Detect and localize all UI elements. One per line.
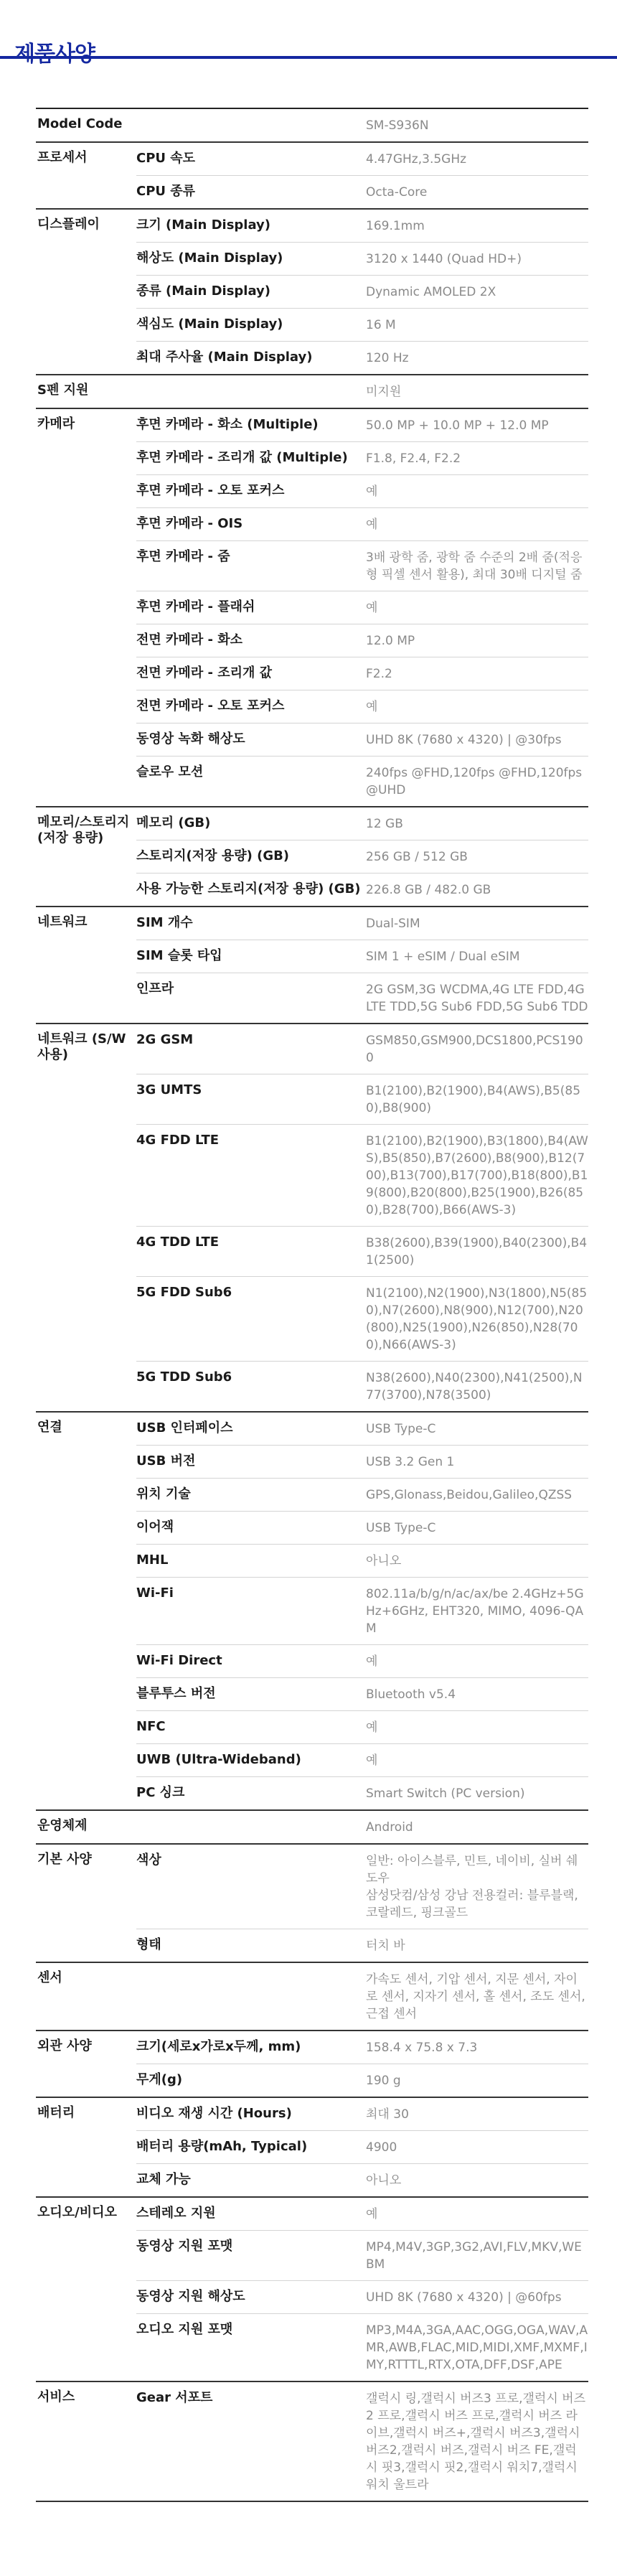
spec-row-label: 스토리지(저장 용량) (GB)	[136, 848, 290, 863]
spec-row	[136, 342, 588, 374]
spec-row	[136, 541, 588, 591]
spec-row-label: USB 인터페이스	[136, 1420, 233, 1435]
spec-row	[136, 375, 588, 408]
spec-group-label: 메모리/스토리지(저장 용량)	[37, 815, 130, 846]
spec-row-value	[366, 1578, 588, 1644]
spec-row-label: 형태	[136, 1937, 161, 1952]
spec-group-label: 기본 사양	[37, 1852, 92, 1867]
spec-row-label: MHL	[136, 1552, 169, 1568]
spec-row-label: 후면 카메라 - OIS	[136, 516, 243, 531]
spec-value-text: SIM 1 + eSIM / Dual eSIM	[366, 950, 520, 964]
spec-row	[136, 1811, 588, 1843]
spec-row	[136, 2098, 588, 2131]
spec-row-value	[366, 1929, 588, 1962]
spec-row	[136, 276, 588, 309]
spec-row-value	[366, 1512, 588, 1544]
spec-row-label: 최대 주사율 (Main Display)	[136, 350, 313, 365]
spec-row-value	[366, 2314, 588, 2381]
spec-value-text: B38(2600),B39(1900),B40(2300),B41(2500)	[366, 1236, 588, 1268]
spec-row-label: Wi-Fi Direct	[136, 1653, 222, 1668]
spec-group-rows	[136, 2031, 588, 2097]
spec-row-value	[366, 442, 588, 474]
spec-row	[136, 757, 588, 806]
spec-row-value	[366, 723, 588, 756]
spec-value-text: N38(2600),N40(2300),N41(2500),N77(3700),N78(3500)	[366, 1371, 583, 1402]
spec-row-value	[366, 1125, 588, 1226]
spec-row	[136, 807, 588, 840]
spec-value-text: 예	[366, 1720, 378, 1735]
spec-row-value	[366, 1545, 588, 1577]
spec-row-label: SIM 개수	[136, 915, 193, 930]
spec-row-label: 5G FDD Sub6	[136, 1285, 232, 1300]
spec-value-text: 120 Hz	[366, 351, 409, 365]
spec-row-label: 3G UMTS	[136, 1082, 202, 1097]
spec-row	[136, 1277, 588, 1362]
spec-row	[136, 1446, 588, 1479]
spec-row-value	[366, 508, 588, 540]
spec-value-text: 4900	[366, 2140, 397, 2155]
spec-group	[36, 2031, 588, 2098]
spec-row-value	[366, 1811, 588, 1843]
spec-row-label: 5G TDD Sub6	[136, 1369, 232, 1385]
spec-row	[136, 1512, 588, 1545]
spec-group-label: 배터리	[37, 2105, 75, 2120]
spec-row	[136, 1645, 588, 1678]
spec-row-label: USB 버전	[136, 1453, 196, 1469]
spec-row-label: 슬로우 모션	[136, 764, 204, 779]
spec-row-value	[366, 973, 588, 1023]
spec-row	[136, 243, 588, 276]
spec-value-text: N1(2100),N2(1900),N3(1800),N5(850),N7(2600),N8(900),N12(700),N20(800),N25(1900),N26(850),N28(700),N66(AWS-3)	[366, 1286, 588, 1352]
spec-row-value	[366, 2098, 588, 2130]
spec-row	[136, 973, 588, 1023]
spec-value-text: 터치 바	[366, 1939, 405, 1953]
spec-row	[136, 907, 588, 940]
spec-row	[136, 2382, 588, 2501]
spec-row-value	[366, 840, 588, 873]
spec-row-value	[366, 1362, 588, 1411]
spec-value-text: 최대 30	[366, 2107, 409, 2122]
spec-group	[36, 907, 588, 1024]
spec-group	[36, 1845, 588, 1963]
spec-row	[136, 1024, 588, 1074]
spec-group	[36, 1963, 588, 2031]
spec-value-text: 50.0 MP + 10.0 MP + 12.0 MP	[366, 418, 549, 433]
spec-row	[136, 1362, 588, 1411]
spec-row-label: 후면 카메라 - 오토 포커스	[136, 483, 285, 498]
spec-value-text: 가속도 센서, 기압 센서, 지문 센서, 자이로 센서, 지자기 센서, 홀 센서, 조도 센서, 근접 센서	[366, 1972, 585, 2021]
spec-row-value	[366, 1711, 588, 1743]
spec-row-label: 교체 가능	[136, 2172, 191, 2187]
spec-group	[36, 409, 588, 807]
spec-group-rows	[136, 109, 588, 141]
spec-value-text: 12 GB	[366, 817, 403, 831]
spec-row-value	[366, 2198, 588, 2230]
spec-row	[136, 1845, 588, 1929]
spec-group-label: 센서	[37, 1970, 62, 1985]
spec-row-value	[366, 657, 588, 690]
spec-row-value	[366, 1446, 588, 1478]
spec-row	[136, 1711, 588, 1744]
spec-value-text: B1(2100),B2(1900),B3(1800),B4(AWS),B5(850),B7(2600),B8(900),B12(700),B13(700),B17(700),B18(800),B19(800),B20(800),B25(1900),B26(850),B28(700),B66(AWS-3)	[366, 1134, 588, 1217]
spec-row-label: 색상	[136, 1853, 161, 1868]
spec-row-label: CPU 속도	[136, 151, 196, 166]
spec-group	[36, 1024, 588, 1413]
spec-value-text: 190 g	[366, 2074, 401, 2088]
spec-group-label: 외관 사양	[37, 2038, 92, 2053]
spec-group-rows	[136, 375, 588, 408]
spec-value-text: MP3,M4A,3GA,AAC,OGG,OGA,WAV,AMR,AWB,FLAC,MID,MIDI,XMF,MXMF,IMY,RTTTL,RTX,OTA,DFF,DSF,APE	[366, 2323, 588, 2372]
spec-group-label: 네트워크	[37, 914, 88, 929]
spec-value-text: 16 M	[366, 318, 396, 332]
spec-group	[36, 210, 588, 375]
spec-value-text: Octa-Core	[366, 185, 428, 200]
spec-value-text: 아니오	[366, 1554, 402, 1568]
spec-group	[36, 807, 588, 907]
spec-row	[136, 723, 588, 757]
spec-row-value	[366, 940, 588, 973]
spec-group-rows	[136, 807, 588, 906]
spec-row-value	[366, 143, 588, 175]
spec-value-text: Smart Switch (PC version)	[366, 1786, 525, 1801]
spec-value-text: Dynamic AMOLED 2X	[366, 285, 496, 299]
spec-group-rows	[136, 2098, 588, 2196]
spec-group-label: 운영체제	[37, 1818, 88, 1833]
spec-group-rows	[136, 1024, 588, 1411]
spec-row-label	[136, 1963, 366, 2030]
spec-row	[136, 2281, 588, 2314]
spec-row	[136, 1227, 588, 1277]
spec-row-value	[366, 475, 588, 507]
spec-row	[136, 109, 588, 141]
spec-value-text: 예	[366, 1654, 378, 1669]
spec-row-label: SIM 슬롯 타입	[136, 948, 222, 963]
spec-row-value	[366, 210, 588, 242]
spec-row-label: 무게(g)	[136, 2072, 183, 2087]
spec-row-label: 동영상 지원 포맷	[136, 2239, 233, 2254]
spec-row	[136, 2314, 588, 2381]
spec-row-label: 스테레오 지원	[136, 2206, 216, 2221]
spec-value-text: 갤럭시 링,갤럭시 버즈3 프로,갤럭시 버즈2 프로,갤럭시 버즈 프로,갤럭시 버즈 라이브,갤럭시 버즈+,갤럭시 버즈3,갤럭시 버즈2,갤럭시 버즈,갤럭시 버즈 FE,갤럭시 핏3,갤럭시 핏2,갤럭시 워치7,갤럭시 워치 울트라	[366, 2392, 585, 2492]
spec-group-label: 연결	[37, 1420, 62, 1435]
spec-value-text: 256 GB / 512 GB	[366, 850, 468, 864]
spec-value-text: 169.1mm	[366, 219, 425, 233]
spec-row-label: 전면 카메라 - 오토 포커스	[136, 698, 285, 713]
spec-row	[136, 1125, 588, 1227]
spec-value-text: 158.4 x 75.8 x 7.3	[366, 2041, 478, 2055]
spec-group	[36, 1413, 588, 1811]
spec-row-label: 크기 (Main Display)	[136, 217, 271, 233]
spec-value-text: Dual-SIM	[366, 917, 420, 931]
spec-row	[136, 309, 588, 342]
spec-group-rows	[136, 2198, 588, 2381]
spec-value-text: 예	[366, 700, 378, 714]
spec-table	[36, 108, 588, 2502]
spec-value-text: 예	[366, 601, 378, 615]
spec-group-rows	[136, 907, 588, 1023]
spec-group-rows	[136, 143, 588, 208]
spec-value-text: MP4,M4V,3GP,3G2,AVI,FLV,MKV,WEBM	[366, 2240, 582, 2272]
spec-value-text: 226.8 GB / 482.0 GB	[366, 883, 491, 897]
spec-value-text-secondary: 삼성닷컴/삼성 강남 전용컬러: 블루블랙, 코랄레드, 핑크골드	[366, 1888, 578, 1920]
spec-row	[136, 1413, 588, 1446]
spec-value-text: 일반: 아이스블루, 민트, 네이비, 실버 쉐도우	[366, 1854, 578, 1886]
spec-row-label: 4G TDD LTE	[136, 1235, 220, 1250]
spec-group-rows	[136, 1811, 588, 1843]
spec-row	[136, 690, 588, 723]
spec-row-value	[366, 1963, 588, 2030]
spec-row	[136, 2164, 588, 2196]
spec-row-value	[366, 1744, 588, 1776]
spec-value-text: F1.8, F2.4, F2.2	[366, 451, 461, 466]
spec-value-text: SM-S936N	[366, 118, 429, 133]
page-header	[0, 0, 617, 67]
spec-row-value	[366, 2031, 588, 2064]
spec-row-label: 후면 카메라 - 줌	[136, 549, 230, 564]
spec-value-text: 4.47GHz,3.5GHz	[366, 152, 467, 167]
spec-row-value	[366, 109, 588, 141]
spec-value-text: UHD 8K (7680 x 4320) | @30fps	[366, 733, 562, 747]
page-title: 제품사양	[14, 42, 95, 67]
spec-row	[136, 176, 588, 208]
spec-row	[136, 143, 588, 176]
spec-row-value	[366, 2164, 588, 2196]
spec-row-value	[366, 807, 588, 840]
spec-row	[136, 409, 588, 442]
spec-row-value	[366, 907, 588, 940]
spec-row-label: 메모리 (GB)	[136, 815, 211, 830]
spec-row-label: 후면 카메라 - 화소 (Multiple)	[136, 417, 319, 432]
spec-row	[136, 1777, 588, 1809]
spec-group-label: 오디오/비디오	[37, 2205, 117, 2220]
spec-row-value	[366, 375, 588, 408]
spec-row	[136, 210, 588, 243]
spec-group-rows	[136, 1963, 588, 2030]
spec-row	[136, 2198, 588, 2231]
spec-row-label: 오디오 지원 포맷	[136, 2322, 233, 2337]
spec-row	[136, 624, 588, 657]
spec-row	[136, 2231, 588, 2281]
spec-row	[136, 591, 588, 624]
spec-row-value	[366, 757, 588, 806]
spec-row-label: 전면 카메라 - 조리개 값	[136, 665, 273, 680]
spec-row-value	[366, 624, 588, 657]
spec-row-label: 전면 카메라 - 화소	[136, 632, 242, 647]
spec-row-label: 동영상 지원 해상도	[136, 2289, 245, 2304]
spec-row-label: Gear 서포트	[136, 2390, 213, 2405]
spec-row	[136, 2064, 588, 2097]
spec-row-label: CPU 종류	[136, 184, 196, 199]
spec-row-label: 배터리 용량(mAh, Typical)	[136, 2139, 308, 2154]
spec-row-label: 2G GSM	[136, 1032, 194, 1047]
spec-value-text: Bluetooth v5.4	[366, 1687, 456, 1702]
spec-row	[136, 508, 588, 541]
spec-row-label: 블루투스 버전	[136, 1686, 216, 1701]
spec-row-label: UWB (Ultra-Wideband)	[136, 1752, 301, 1767]
spec-value-text: 예	[366, 517, 378, 532]
spec-row-value	[366, 1845, 588, 1929]
spec-row	[136, 2131, 588, 2164]
spec-row-label: 동영상 녹화 해상도	[136, 731, 245, 746]
spec-row-value	[366, 1277, 588, 1361]
spec-row-label: NFC	[136, 1719, 166, 1734]
spec-group-rows	[136, 409, 588, 806]
spec-row	[136, 475, 588, 508]
spec-row-label: 위치 기술	[136, 1486, 191, 1502]
spec-value-text: GSM850,GSM900,DCS1800,PCS1900	[366, 1034, 583, 1065]
spec-row-label: 후면 카메라 - 조리개 값 (Multiple)	[136, 450, 348, 465]
spec-row	[136, 2031, 588, 2064]
spec-value-text: GPS,Glonass,Beidou,Galileo,QZSS	[366, 1488, 573, 1502]
spec-value-text: 예	[366, 2207, 378, 2221]
spec-row-value	[366, 243, 588, 275]
spec-row-value	[366, 1777, 588, 1809]
spec-row-value	[366, 1479, 588, 1511]
spec-row-value	[366, 1024, 588, 1074]
spec-group	[36, 2382, 588, 2502]
spec-value-text: USB 3.2 Gen 1	[366, 1455, 455, 1469]
spec-row-value	[366, 874, 588, 906]
spec-row-label: PC 싱크	[136, 1785, 185, 1800]
spec-value-text: 240fps @FHD,120fps @FHD,120fps @UHD	[366, 766, 583, 797]
spec-group-label: 프로세서	[37, 150, 88, 165]
spec-row	[136, 1744, 588, 1777]
spec-group-rows	[136, 1845, 588, 1962]
spec-group-rows	[136, 210, 588, 374]
spec-row-value	[366, 2064, 588, 2097]
spec-group-label: 서비스	[37, 2389, 75, 2404]
spec-group	[36, 1811, 588, 1845]
spec-row-label: 4G FDD LTE	[136, 1133, 220, 1148]
spec-row	[136, 840, 588, 874]
spec-group	[36, 109, 588, 143]
spec-row-value	[366, 1413, 588, 1445]
spec-row-label: 비디오 재생 시간 (Hours)	[136, 2106, 292, 2121]
spec-row	[136, 657, 588, 690]
spec-row	[136, 874, 588, 906]
spec-row-label: 사용 가능한 스토리지(저장 용량) (GB)	[136, 881, 361, 896]
spec-row	[136, 1074, 588, 1125]
spec-value-text: 3배 광학 줌, 광학 줌 수준의 2배 줌(적응형 픽셀 센서 활용), 최대 30배 디지털 줌	[366, 551, 583, 582]
spec-row-label: 후면 카메라 - 플래쉬	[136, 599, 255, 614]
spec-row-label	[136, 375, 366, 408]
spec-row-value	[366, 2231, 588, 2280]
spec-row-label: 이어잭	[136, 1519, 174, 1535]
spec-group-label: S펜 지원	[37, 383, 89, 398]
spec-row-value	[366, 342, 588, 374]
spec-row-value	[366, 1678, 588, 1710]
spec-value-text: 예	[366, 484, 378, 499]
spec-row-label: 종류 (Main Display)	[136, 284, 271, 299]
spec-value-text: 예	[366, 1753, 378, 1768]
spec-value-text: Android	[366, 1820, 413, 1835]
spec-row-value	[366, 2382, 588, 2501]
spec-row-label: 해상도 (Main Display)	[136, 250, 283, 266]
spec-group-rows	[136, 1413, 588, 1809]
spec-value-text: 3120 x 1440 (Quad HD+)	[366, 252, 522, 266]
spec-table-wrapper	[36, 108, 588, 2502]
spec-group-label: 디스플레이	[37, 217, 100, 232]
spec-group-label: 카메라	[37, 416, 75, 431]
spec-row-value	[366, 309, 588, 341]
spec-value-text: B1(2100),B2(1900),B4(AWS),B5(850),B8(900)	[366, 1084, 581, 1115]
spec-group	[36, 2098, 588, 2198]
spec-group-label: 네트워크 (S/W 사용)	[37, 1031, 126, 1062]
spec-row-label: 인프라	[136, 981, 174, 996]
spec-row-value	[366, 176, 588, 208]
spec-value-text: USB Type-C	[366, 1422, 436, 1436]
spec-group-label: Model Code	[37, 116, 123, 131]
spec-row-value	[366, 276, 588, 308]
spec-row-value	[366, 541, 588, 591]
spec-row-value	[366, 690, 588, 723]
spec-value-text: USB Type-C	[366, 1521, 436, 1535]
spec-value-text: 아니오	[366, 2173, 402, 2188]
spec-row-label	[136, 1811, 366, 1843]
spec-row	[136, 1578, 588, 1645]
spec-row-value	[366, 2281, 588, 2313]
spec-row	[136, 1929, 588, 1962]
spec-row	[136, 1963, 588, 2030]
spec-row	[136, 940, 588, 973]
spec-row-label	[136, 109, 366, 141]
spec-value-text: UHD 8K (7680 x 4320) | @60fps	[366, 2290, 562, 2305]
spec-group-rows	[136, 2382, 588, 2501]
spec-row-label: 크기(세로x가로x두께, mm)	[136, 2039, 301, 2054]
spec-value-text: 12.0 MP	[366, 634, 415, 648]
spec-group	[36, 2198, 588, 2382]
spec-row-value	[366, 1227, 588, 1276]
spec-row	[136, 442, 588, 475]
spec-row	[136, 1479, 588, 1512]
spec-row	[136, 1545, 588, 1578]
spec-row-value	[366, 409, 588, 441]
spec-value-text: F2.2	[366, 667, 392, 681]
spec-value-text: 802.11a/b/g/n/ac/ax/be 2.4GHz+5GHz+6GHz, EHT320, MIMO, 4096-QAM	[366, 1587, 584, 1636]
spec-row-label: 색심도 (Main Display)	[136, 317, 283, 332]
spec-row-value	[366, 591, 588, 624]
spec-row-value	[366, 2131, 588, 2163]
spec-group	[36, 143, 588, 210]
spec-row-value	[366, 1645, 588, 1677]
spec-row-label: Wi-Fi	[136, 1586, 174, 1601]
spec-value-text: 2G GSM,3G WCDMA,4G LTE FDD,4G LTE TDD,5G Sub6 FDD,5G Sub6 TDD	[366, 983, 588, 1014]
spec-value-text: 미지원	[366, 385, 402, 399]
spec-row-value	[366, 1074, 588, 1124]
spec-group	[36, 375, 588, 409]
spec-row	[136, 1678, 588, 1711]
